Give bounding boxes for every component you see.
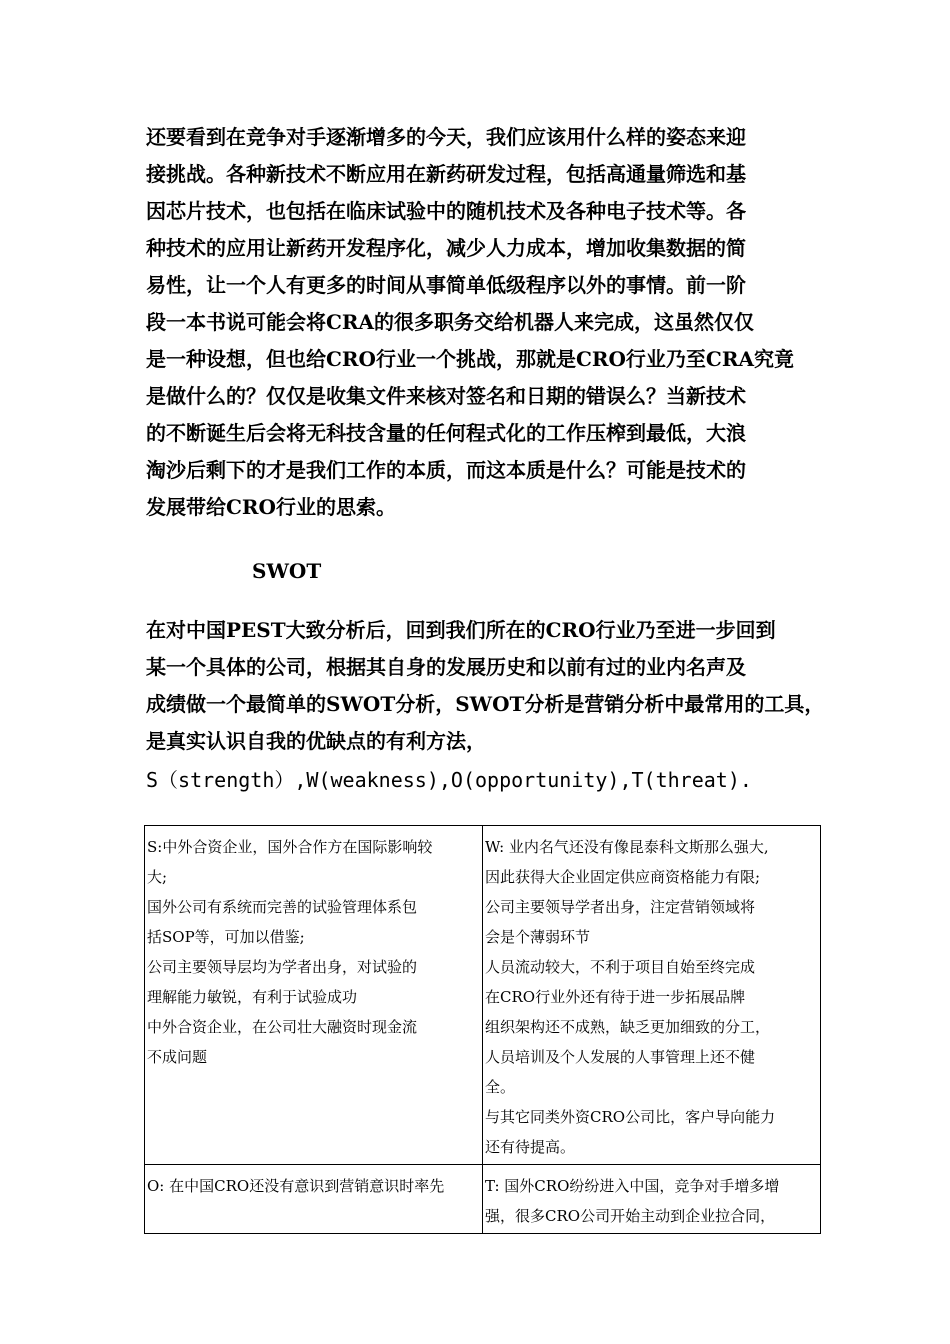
- paragraph-line: 的不断诞生后会将无科技含量的任何程式化的工作压榨到最低，大浪: [146, 421, 746, 445]
- table-row: [145, 826, 821, 1165]
- paragraph-line: 是一种设想，但也给CRO行业一个挑战，那就是CRO行业乃至CRA究竟: [146, 347, 794, 371]
- cell-line: S:中外合资企业，国外合作方在国际影响较: [147, 838, 433, 856]
- cell-line: W: 业内名气还没有像昆泰科文斯那么强大,: [485, 838, 769, 856]
- cell-line: 全。: [485, 1078, 516, 1096]
- cell-line: 大;: [147, 868, 168, 886]
- swot-threats-cell: [483, 1165, 821, 1234]
- cell-line: 组织架构还不成熟，缺乏更加细致的分工，: [485, 1018, 771, 1036]
- table-row: [145, 1165, 821, 1234]
- cell-line: 与其它同类外资CRO公司比，客户导向能力: [485, 1108, 776, 1126]
- paragraph-line: 是真实认识自我的优缺点的有利方法，: [146, 729, 486, 753]
- section-heading: SWOT: [252, 559, 322, 583]
- swot-opportunities-cell: [145, 1165, 483, 1234]
- paragraph-line: 还要看到在竞争对手逐渐增多的今天，我们应该用什么样的姿态来迎: [146, 125, 746, 149]
- swot-definition: S（strength）,W(weakness),O(opportunity),T(threat).: [146, 768, 752, 792]
- swot-strengths-cell: [145, 826, 483, 1165]
- cell-line: T: 国外CRO纷纷进入中国，竞争对手增多增: [485, 1177, 780, 1195]
- paragraph-line: 在对中国PEST大致分析后，回到我们所在的CRO行业乃至进一步回到: [146, 618, 776, 642]
- paragraph-line: 因芯片技术，也包括在临床试验中的随机技术及各种电子技术等。各: [146, 199, 746, 223]
- paragraph-line: 接挑战。各种新技术不断应用在新药研发过程，包括高通量筛选和基: [146, 162, 746, 186]
- paragraph-line: 发展带给CRO行业的思索。: [146, 495, 396, 519]
- cell-line: 不成问题: [147, 1048, 208, 1066]
- paragraph-line: 段一本书说可能会将CRA的很多职务交给机器人来完成，这虽然仅仅: [146, 310, 755, 334]
- cell-line: 会是个薄弱环节: [485, 928, 591, 946]
- cell-line: 理解能力敏锐，有利于试验成功: [147, 988, 358, 1006]
- paragraph-line: 成绩做一个最简单的SWOT分析，SWOT分析是营销分析中最常用的工具，: [146, 692, 825, 716]
- cell-line: 人员流动较大，不利于项目自始至终完成: [485, 958, 756, 976]
- cell-line: 公司主要领导学者出身，注定营销领域将: [485, 898, 756, 916]
- swot-table: [144, 825, 821, 1234]
- paragraph-line: 易性，让一个人有更多的时间从事简单低级程序以外的事情。前一阶: [146, 273, 746, 297]
- cell-line: 因此获得大企业固定供应商资格能力有限;: [485, 868, 761, 886]
- cell-line: O: 在中国CRO还没有意识到营销意识时率先: [147, 1177, 445, 1195]
- cell-line: 国外公司有系统而完善的试验管理体系包: [147, 898, 418, 916]
- cell-line: 中外合资企业，在公司壮大融资时现金流: [147, 1018, 418, 1036]
- paragraph-line: 淘沙后剩下的才是我们工作的本质，而这本质是什么？可能是技术的: [146, 458, 746, 482]
- paragraph-line: 是做什么的？仅仅是收集文件来核对签名和日期的错误么？当新技术: [146, 384, 746, 408]
- cell-line: 括SOP等，可加以借鉴;: [147, 928, 305, 946]
- paragraph-line: 某一个具体的公司，根据其自身的发展历史和以前有过的业内名声及: [146, 655, 746, 679]
- swot-weaknesses-cell: [483, 826, 821, 1165]
- cell-line: 公司主要领导层均为学者出身，对试验的: [147, 958, 418, 976]
- cell-line: 还有待提高。: [485, 1138, 576, 1156]
- cell-line: 强，很多CRO公司开始主动到企业拉合同，: [485, 1207, 776, 1225]
- cell-line: 人员培训及个人发展的人事管理上还不健: [485, 1048, 756, 1066]
- cell-line: 在CRO行业外还有待于进一步拓展品牌: [485, 988, 746, 1006]
- paragraph-line: 种技术的应用让新药开发程序化，减少人力成本，增加收集数据的简: [146, 236, 746, 260]
